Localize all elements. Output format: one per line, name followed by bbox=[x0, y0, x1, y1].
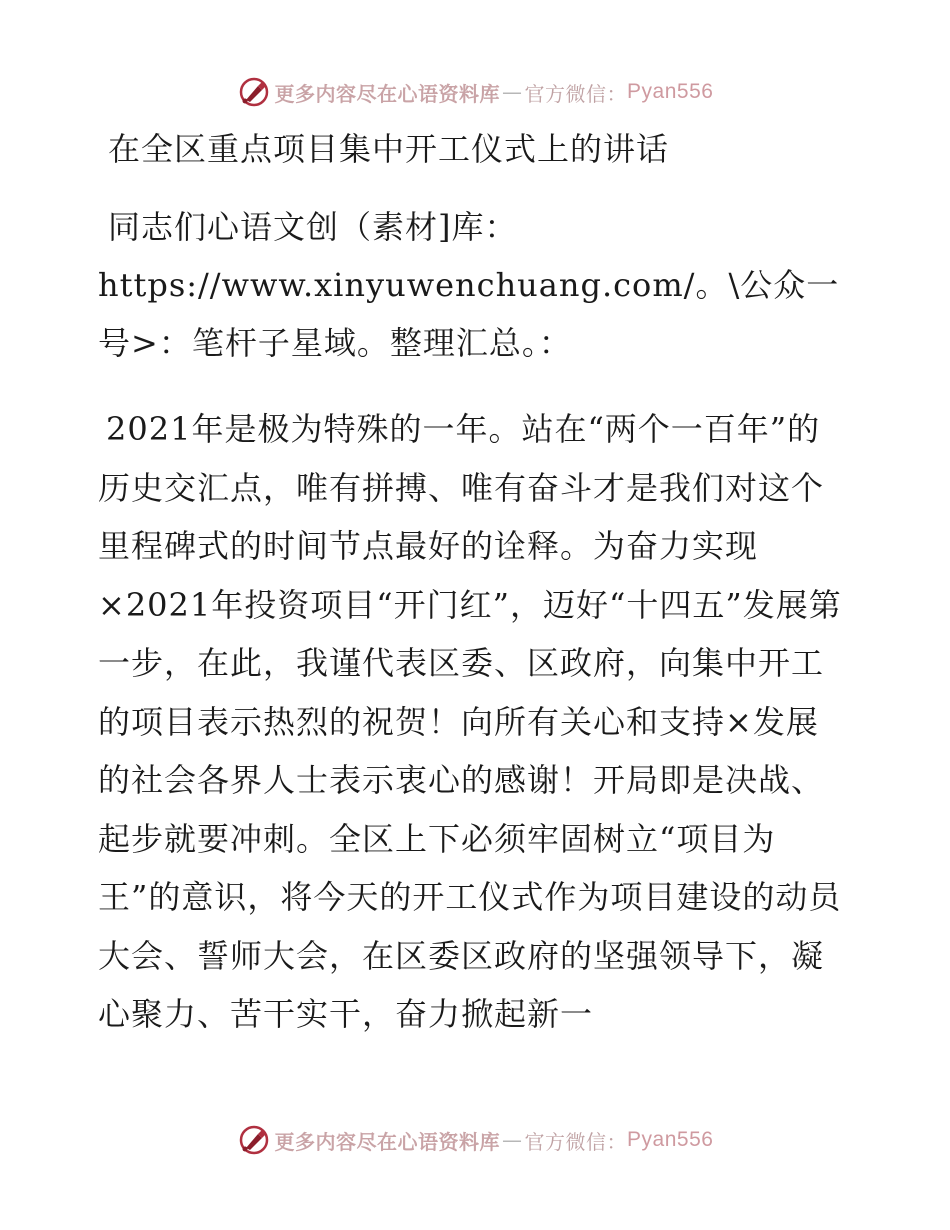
document-title: 在全区重点项目集中开工仪式上的讲话 bbox=[108, 130, 670, 168]
watermark-wechat-label: 官方微信： bbox=[524, 1129, 628, 1154]
watermark-footer bbox=[0, 1120, 950, 1160]
watermark-dash: — bbox=[502, 1128, 523, 1152]
watermark-dash: — bbox=[502, 80, 523, 104]
document-body bbox=[98, 120, 850, 1044]
watermark-text: 更多内容尽在心语资料库 bbox=[274, 1129, 501, 1154]
speech-paragraph: 2021年是极为特殊的一年。站在“两个一百年”的历史交汇点，唯有拼搏、唯有奋斗才是我们对这个里程碑式的时间节点最好的诠释。为奋力实现×2021年投资项目“开门红”，迈好“十四五”发展第一步，在此，我谨代表区委、区政府，向集中开工的项目表示热烈的祝贺！向所有关心和支持×发展的社会各界人士表示衷心的感谢！开局即是决战、起步就要冲刺。全区上下必须牢固树立“项目为王”的意识，将今天的开工仪式作为项目建设的动员大会、誓师大会，在区委区政府的坚强领导下，凝心聚力、苦干实干，奋力掀起新一 bbox=[98, 410, 842, 1033]
watermark-header bbox=[0, 72, 950, 112]
watermark-wechat-label: 官方微信： bbox=[524, 81, 628, 106]
pen-nib-logo-icon bbox=[237, 75, 271, 109]
source-note: 同志们心语文创（素材]库：https://www.xinyuwenchuang.com/。\公众一号>：笔杆子星域。整理汇总。： bbox=[98, 208, 840, 362]
watermark-text: 更多内容尽在心语资料库 bbox=[274, 81, 501, 106]
watermark-wechat-id: Pyan556 bbox=[627, 80, 714, 103]
watermark-wechat-id: Pyan556 bbox=[627, 1128, 714, 1151]
pen-nib-logo-icon bbox=[237, 1123, 271, 1157]
